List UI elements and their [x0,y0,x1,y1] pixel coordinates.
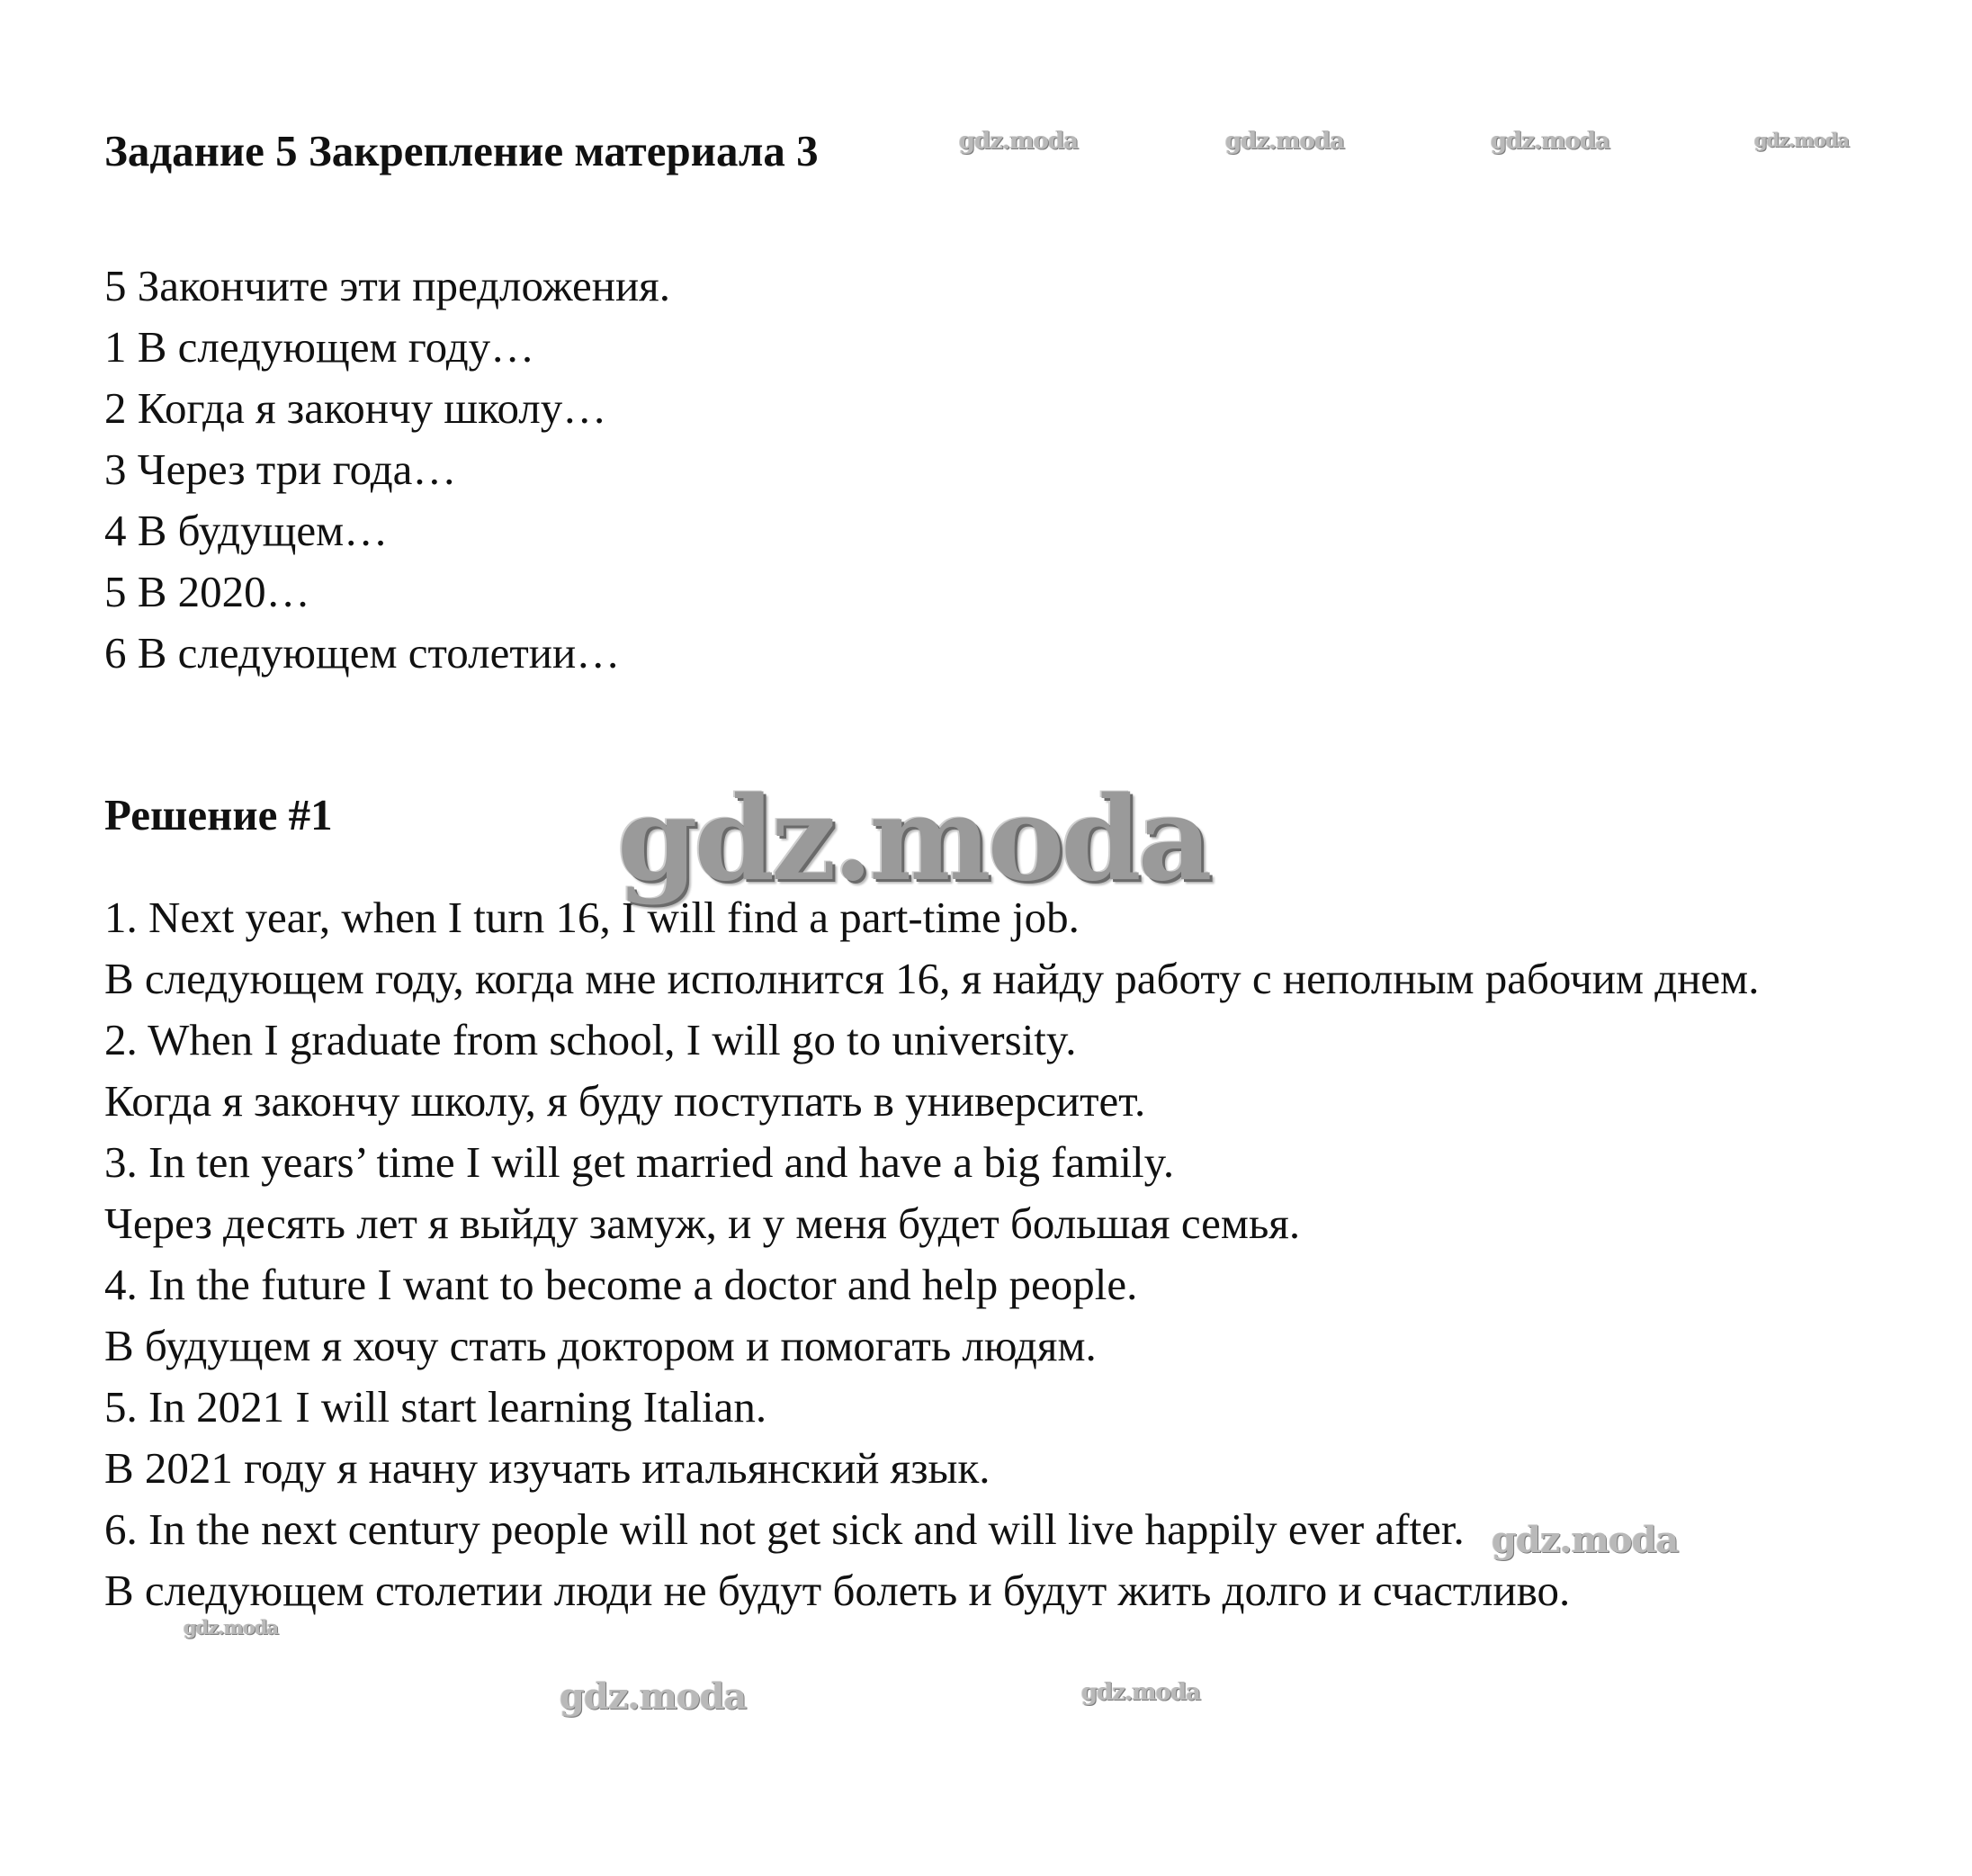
answer-russian: В 2021 году я начну изучать итальянский язык. [104,1443,990,1493]
watermark: gdz.moda [1491,128,1610,155]
task-item: 5 В 2020… [104,567,310,616]
watermark-large: gdz.moda [617,772,1209,907]
answer-russian: В следующем столетии люди не будут болеть и будут жить долго и счастливо. [104,1566,1571,1615]
answer-english: 3. In ten years’ time I will get married and have a big family. [104,1137,1175,1187]
solution-list [104,887,1871,1621]
watermark: gdz.moda [1225,128,1345,155]
answer-english: 1. Next year, when I turn 16, I will find a part-time job. [104,893,1080,942]
answer-english: 2. When I graduate from school, I will go to university. [104,1015,1077,1064]
task-item: 2 Когда я закончу школу… [104,383,607,433]
watermark: gdz.moda [184,1616,279,1638]
task-item: 1 В следующем году… [104,322,535,372]
task-item: 6 В следующем столетии… [104,628,621,678]
answer-english: 4. In the future I want to become a doctor and help people. [104,1260,1138,1309]
task-item: 4 В будущем… [104,506,389,555]
page-title: Задание 5 Закрепление материала 3 [104,126,819,175]
answer-english: 6. In the next century people will not get sick and will live happily ever after. [104,1504,1465,1554]
answer-english: 5. In 2021 I will start learning Italian. [104,1382,767,1432]
task-item: 3 Через три года… [104,444,457,494]
watermark: gdz.moda [959,128,1079,155]
task-list [104,256,1904,684]
answer-russian: Через десять лет я выйду замуж, и у меня будет большая семья. [104,1198,1301,1248]
answer-russian: Когда я закончу школу, я буду поступать в университет. [104,1076,1146,1126]
task-instruction: 5 Закончите эти предложения. [104,261,670,310]
answer-russian: В будущем я хочу стать доктором и помогать людям. [104,1321,1097,1370]
answer-russian: В следующем году, когда мне исполнится 16, я найду работу с неполным рабочим днем. [104,954,1760,1003]
watermark: gdz.moda [1754,129,1850,151]
watermark: gdz.moda [1081,1679,1201,1706]
watermark: gdz.moda [560,1675,747,1718]
solution-heading: Решение #1 [104,790,333,839]
watermark: gdz.moda [1492,1519,1679,1561]
